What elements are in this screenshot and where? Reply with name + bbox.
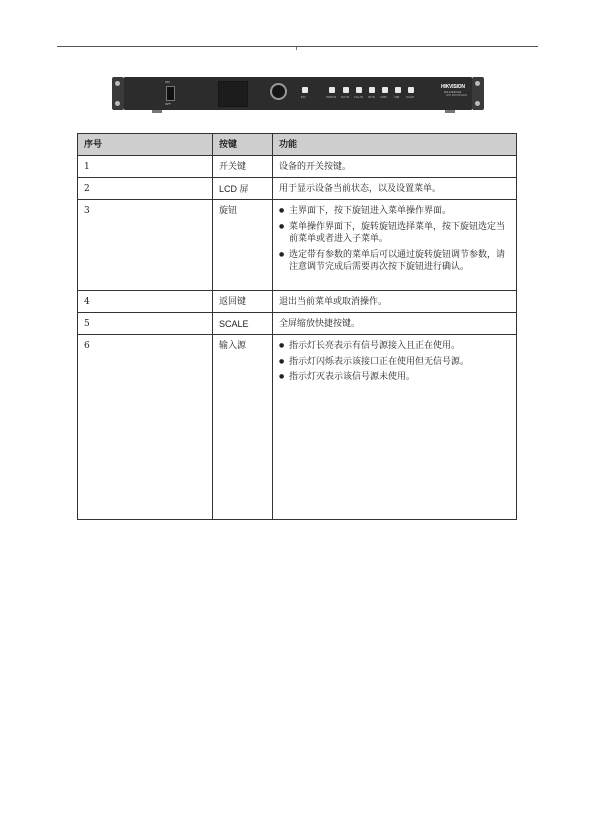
rack-hole — [475, 81, 480, 86]
switch-on-label: ON — [165, 80, 170, 84]
bullet-item: ● 选定带有参数的菜单后可以通过旋转旋钮调节参数，请注意调节完成后需要再次按下旋钮进行确认。 — [289, 249, 510, 274]
lcd-screen — [218, 81, 248, 107]
row-function: 用于显示设备当前状态，以及设置菜单。 — [273, 178, 517, 200]
device-button-label: DP IN — [368, 96, 375, 99]
bullet-item: ● 指示灯长亮表示有信号源接入且正在使用。 — [289, 340, 510, 353]
table-row — [78, 313, 517, 335]
device-button-label: USB — [394, 96, 400, 99]
device-button-cvbs — [382, 87, 388, 93]
table-row — [78, 291, 517, 313]
model-label: DS-D42C04 — [444, 90, 462, 94]
device-button-label: ESC — [301, 96, 306, 99]
device-foot — [152, 110, 162, 113]
row-number: 5 — [78, 313, 213, 335]
header-rule — [57, 46, 538, 47]
bullet-item: ● 主界面下，按下旋钮进入菜单操作界面。 — [289, 205, 510, 218]
device-button-scale — [408, 87, 414, 93]
brand-logo: HIKVISION — [441, 84, 465, 90]
row-key: 开关键 — [213, 156, 273, 178]
row-function — [273, 335, 517, 520]
rotary-knob — [270, 83, 287, 100]
row-key: 旋钮 — [213, 200, 273, 291]
header-number: 序号 — [78, 134, 213, 156]
rack-hole — [475, 101, 480, 106]
device-front-panel-image — [112, 77, 484, 110]
row-function: 全屏缩放快捷按键。 — [273, 313, 517, 335]
row-function: 设备的开关按键。 — [273, 156, 517, 178]
brand-sub-label: LED PROCESSOR — [446, 94, 468, 97]
bullet-item: ● 菜单操作界面下，旋转旋钮选择菜单，按下旋钮选定当前菜单或者进入子菜单。 — [289, 221, 510, 246]
table-row — [78, 178, 517, 200]
rack-hole — [115, 101, 120, 106]
device-panel — [124, 77, 472, 110]
bullet-list — [279, 340, 510, 384]
bullet-list — [279, 205, 510, 274]
row-key: 返回键 — [213, 291, 273, 313]
switch-off-label: OFF — [165, 102, 171, 106]
header-rule-tick — [296, 47, 297, 50]
device-button-label: SCALE — [406, 96, 415, 99]
device-button-label: CVBS — [380, 96, 387, 99]
row-key: LCD 屏 — [213, 178, 273, 200]
device-button-dvi — [343, 87, 349, 93]
rack-ear-left — [112, 77, 124, 110]
device-button-label: HDMI IN — [326, 96, 337, 99]
row-number: 4 — [78, 291, 213, 313]
bullet-item: ● 指示灯闪烁表示该接口正在使用但无信号源。 — [289, 356, 510, 369]
device-foot — [445, 110, 455, 113]
power-switch — [166, 86, 175, 101]
row-key: SCALE — [213, 313, 273, 335]
row-function: 退出当前菜单或取消操作。 — [273, 291, 517, 313]
device-button-label: DVI IN — [341, 96, 349, 99]
device-button-label: VGA IN — [354, 96, 363, 99]
table-row — [78, 156, 517, 178]
device-button-vga — [356, 87, 362, 93]
row-number: 2 — [78, 178, 213, 200]
header-function: 功能 — [273, 134, 517, 156]
bullet-item: ● 指示灯灭表示该信号源未使用。 — [289, 371, 510, 384]
device-button-usb — [395, 87, 401, 93]
table-row — [78, 335, 517, 520]
row-function — [273, 200, 517, 291]
rack-ear-right — [472, 77, 484, 110]
rack-hole — [115, 81, 120, 86]
table-header-row — [78, 134, 517, 156]
device-button-dp — [369, 87, 375, 93]
device-button-esc — [302, 87, 308, 93]
table-row — [78, 200, 517, 291]
row-number: 6 — [78, 335, 213, 520]
row-number: 3 — [78, 200, 213, 291]
header-key: 按键 — [213, 134, 273, 156]
row-key: 输入源 — [213, 335, 273, 520]
key-function-table — [77, 133, 517, 520]
row-number: 1 — [78, 156, 213, 178]
device-button-hdmi — [329, 87, 335, 93]
